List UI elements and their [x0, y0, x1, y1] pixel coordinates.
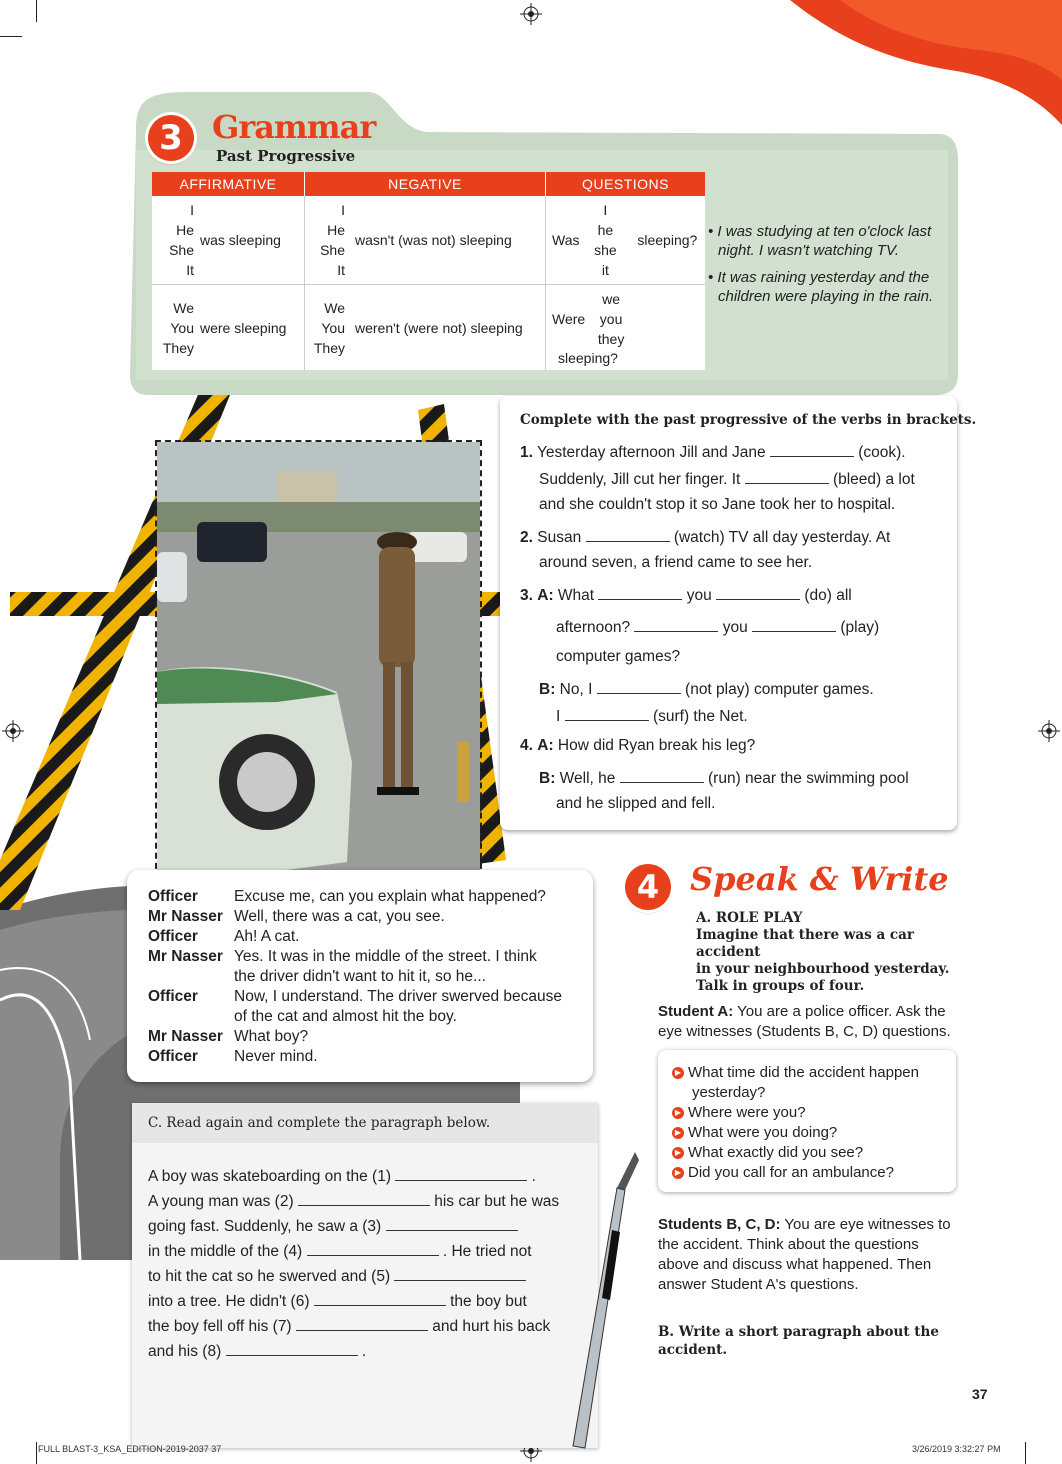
- dialogue-line: of the cat and almost hit the boy.: [234, 1008, 457, 1025]
- paragraph-line: A boy was skateboarding on the (1) .: [148, 1168, 536, 1185]
- example-sentence: • It was raining yesterday and the children were playing in the rain.: [708, 269, 934, 305]
- section-title: Speak & Write: [690, 860, 949, 898]
- paragraph-line: in the middle of the (4) . He tried not: [148, 1243, 532, 1260]
- table-cell: We You Theyweren't (were not) sleeping: [305, 285, 546, 371]
- dialogue-line: the driver didn't want to hit it, so he...: [234, 968, 486, 985]
- paragraph-line: A young man was (2) his car but he was: [148, 1193, 560, 1210]
- footer-right: 3/26/2019 3:32:27 PM: [912, 1444, 1001, 1454]
- arrow-icon: ▶: [672, 1147, 684, 1159]
- section-number-badge: 4: [625, 864, 671, 910]
- dialogue-line: Officer Never mind.: [148, 1048, 318, 1065]
- registration-mark-icon: [1038, 720, 1060, 742]
- table-cell: I He She Itwas sleeping: [152, 196, 305, 285]
- dialogue-line: Mr Nasser Well, there was a cat, you see.: [148, 908, 445, 925]
- paragraph-heading: C. Read again and complete the paragraph below.: [148, 1115, 491, 1131]
- paragraph-line: into a tree. He didn't (6) the boy but: [148, 1293, 527, 1310]
- crop-mark: [36, 1442, 37, 1464]
- pen-illustration: [565, 1150, 645, 1450]
- paragraph-line: going fast. Suddenly, he saw a (3): [148, 1216, 518, 1236]
- example-sentence: • I was studying at ten o'clock last night. I wasn't watching TV.: [708, 223, 932, 259]
- crop-mark: [36, 0, 37, 22]
- dialogue-line: Officer Excuse me, can you explain what happened?: [148, 888, 546, 905]
- student-a-text: Student A: You are a police officer. Ask the eye witnesses (Students B, C, D) questions.: [658, 1003, 951, 1040]
- exercise-line: afternoon? you (play): [556, 619, 880, 636]
- police-officer-photo: [155, 440, 482, 889]
- grammar-examples: [706, 222, 956, 314]
- dialogue-line: Mr Nasser What boy?: [148, 1028, 309, 1045]
- table-cell: I He She Itwasn't (was not) sleeping: [305, 196, 546, 285]
- arrow-icon: ▶: [672, 1167, 684, 1179]
- exercise-line: 2. Susan (watch) TV all day yesterday. At: [520, 529, 891, 546]
- table-cell: Was I he she itsleeping?: [546, 196, 706, 285]
- exercise-line: computer games?: [556, 648, 681, 665]
- table-cell: We You Theywere sleeping: [152, 285, 305, 371]
- dialogue-line: Officer Now, I understand. The driver swerved because: [148, 988, 562, 1005]
- question-item: ▶ What were you doing?: [672, 1123, 837, 1142]
- section-title: Grammar: [212, 108, 376, 146]
- arrow-icon: ▶: [672, 1067, 684, 1079]
- exercise-line: 4. A: How did Ryan break his leg?: [520, 737, 756, 754]
- question-item: ▶ Did you call for an ambulance?: [672, 1163, 894, 1182]
- question-item: ▶ Where were you?: [672, 1103, 806, 1122]
- exercise-line: and he slipped and fell.: [556, 795, 716, 812]
- question-item: ▶ What time did the accident happen: [672, 1063, 919, 1082]
- page-number: 37: [972, 1386, 988, 1402]
- exercise-line: Suddenly, Jill cut her finger. It (bleed) a lot: [539, 471, 915, 488]
- question-item: ▶ What exactly did you see?: [672, 1143, 863, 1162]
- exercise-instruction: Complete with the past progressive of the verbs in brackets.: [520, 412, 977, 428]
- grammar-table: [152, 172, 705, 370]
- exercise-line: I (surf) the Net.: [556, 708, 748, 725]
- section-number-badge: 3: [148, 115, 194, 161]
- table-header: QUESTIONS: [546, 172, 706, 196]
- dialogue-line: Mr Nasser Yes. It was in the middle of the street. I think: [148, 948, 537, 965]
- students-bcd-text: Students B, C, D: You are eye witnesses to the accident. Think about the questions above and discuss what happened. Then answer Student A's questions.: [658, 1216, 951, 1293]
- paragraph-line: to hit the cat so he swerved and (5): [148, 1266, 526, 1286]
- role-play-instruction: A. ROLE PLAY Imagine that there was a car accident in your neighbourhood yesterday. Talk in groups of four.: [696, 910, 950, 994]
- table-row: [152, 196, 705, 285]
- question-item: yesterday?: [692, 1084, 766, 1101]
- registration-mark-icon: [520, 3, 542, 25]
- exercise-line: B: No, I (not play) computer games.: [539, 681, 874, 698]
- crop-mark: [0, 36, 22, 37]
- section-subtitle: Past Progressive: [216, 147, 356, 165]
- exercise-line: 3. A: What you (do) all: [520, 587, 852, 604]
- exercise-line: and she couldn't stop it so Jane took her to hospital.: [539, 496, 896, 513]
- write-task: B. Write a short paragraph about the accident.: [658, 1324, 939, 1358]
- paragraph-line: and his (8) .: [148, 1343, 367, 1360]
- table-header: NEGATIVE: [305, 172, 546, 196]
- table-row: [152, 285, 705, 371]
- footer-left: FULL BLAST-3_KSA_EDITION-2019-2037 37: [38, 1444, 222, 1454]
- arrow-icon: ▶: [672, 1107, 684, 1119]
- dialogue-line: Officer Ah! A cat.: [148, 928, 300, 945]
- exercise-line: 1. Yesterday afternoon Jill and Jane (cook).: [520, 444, 906, 461]
- exercise-line: around seven, a friend came to see her.: [539, 554, 813, 571]
- table-cell: Were we you theysleeping?: [552, 291, 625, 367]
- crop-mark: [1025, 1442, 1026, 1464]
- paragraph-line: the boy fell off his (7) and hurt his back: [148, 1318, 551, 1335]
- table-header: AFFIRMATIVE: [152, 172, 305, 196]
- arrow-icon: ▶: [672, 1127, 684, 1139]
- exercise-line: B: Well, he (run) near the swimming pool: [539, 770, 909, 787]
